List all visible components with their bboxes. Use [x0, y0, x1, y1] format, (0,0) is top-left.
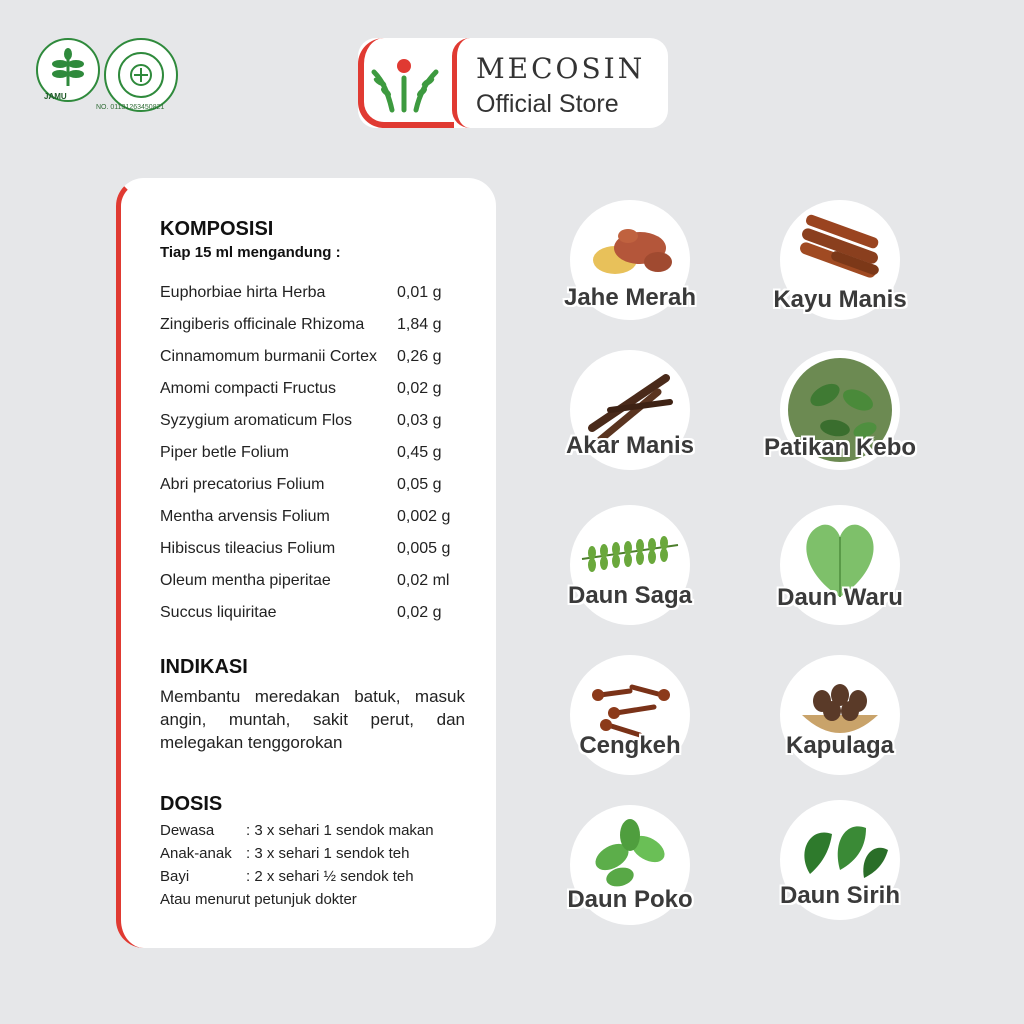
- ingredient-amount: 0,01 g: [397, 284, 442, 301]
- jamu-leaf-icon: [38, 40, 98, 100]
- dosage-label: Bayi: [160, 868, 190, 885]
- ingredient-amount: 0,03 g: [397, 412, 442, 429]
- herb-label: Akar Manis: [565, 432, 695, 459]
- composition-title: KOMPOSISI: [160, 218, 274, 240]
- ingredient-name: Succus liquiritae: [160, 604, 277, 621]
- brand-subtitle: Official Store: [476, 90, 619, 118]
- ingredient-amount: 0,45 g: [397, 444, 442, 461]
- ingredient-amount: 0,05 g: [397, 476, 442, 493]
- dosage-title: DOSIS: [160, 793, 223, 815]
- ingredient-amount: 0,02 ml: [397, 572, 450, 589]
- ingredient-name: Abri precatorius Folium: [160, 476, 325, 493]
- dosage-value: : 2 x sehari ½ sendok teh: [246, 868, 414, 885]
- dosage-row: [160, 845, 409, 862]
- dosage-row: [160, 868, 414, 885]
- ingredient-name: Syzygium aromaticum Flos: [160, 412, 353, 429]
- ingredient-amount: 0,002 g: [397, 508, 451, 525]
- ingredient-amount: 0,005 g: [397, 540, 451, 557]
- herb-label: Daun Waru: [777, 584, 903, 611]
- dosage-label: Dewasa: [160, 822, 215, 839]
- composition-subtitle: Tiap 15 ml mengandung :: [160, 244, 341, 261]
- halal-seal-icon: [106, 40, 176, 110]
- indication-title: INDIKASI: [160, 656, 248, 678]
- ingredient-name: Euphorbiae hirta Herba: [160, 284, 326, 301]
- herb-label: Daun Poko: [567, 886, 693, 913]
- mecosin-logo-icon: [370, 52, 440, 114]
- ingredient-name: Mentha arvensis Folium: [160, 508, 330, 525]
- ingredient-name: Amomi compacti Fructus: [160, 380, 337, 397]
- indication-text: Membantu meredakan batuk, masuk angin, muntah, sakit perut, dan melegakan tenggorokan: [160, 687, 465, 752]
- ingredient-name: Zingiberis officinale Rhizoma: [160, 316, 365, 333]
- herb-label: Kapulaga: [785, 732, 895, 759]
- dosage-row: [160, 822, 434, 839]
- herb-label: Cengkeh: [579, 732, 681, 759]
- ingredient-name: Cinnamomum burmanii Cortex: [160, 348, 377, 365]
- dosage-note: Atau menurut petunjuk dokter: [160, 891, 357, 908]
- ingredient-name: Hibiscus tileacius Folium: [160, 540, 336, 557]
- halal-logo: [104, 38, 178, 112]
- brand-divider: [452, 38, 472, 128]
- brand-badge: [358, 38, 668, 128]
- card-accent-border: [116, 178, 146, 948]
- ingredient-name: Oleum mentha piperitae: [160, 572, 331, 589]
- ingredient-amount: 0,02 g: [397, 604, 442, 621]
- dosage-label: Anak-anak: [160, 845, 232, 862]
- herb-label: Daun Saga: [567, 582, 693, 609]
- brand-name: MECOSIN: [476, 52, 646, 85]
- ingredient-amount: 1,84 g: [397, 316, 442, 333]
- halal-number: NO. 01131263450821: [96, 104, 165, 111]
- jamu-label: JAMU: [44, 92, 67, 101]
- ingredient-name: Piper betle Folium: [160, 444, 289, 461]
- ingredient-amount: 0,02 g: [397, 380, 442, 397]
- herb-label: Patikan Kebo: [763, 434, 917, 461]
- dosage-value: : 3 x sehari 1 sendok teh: [246, 845, 410, 862]
- herb-label: Jahe Merah: [563, 284, 697, 311]
- dosage-value: : 3 x sehari 1 sendok makan: [246, 822, 434, 839]
- ingredient-amount: 0,26 g: [397, 348, 442, 365]
- herb-label: Daun Sirih: [779, 882, 900, 909]
- herb-label: Kayu Manis: [773, 286, 907, 313]
